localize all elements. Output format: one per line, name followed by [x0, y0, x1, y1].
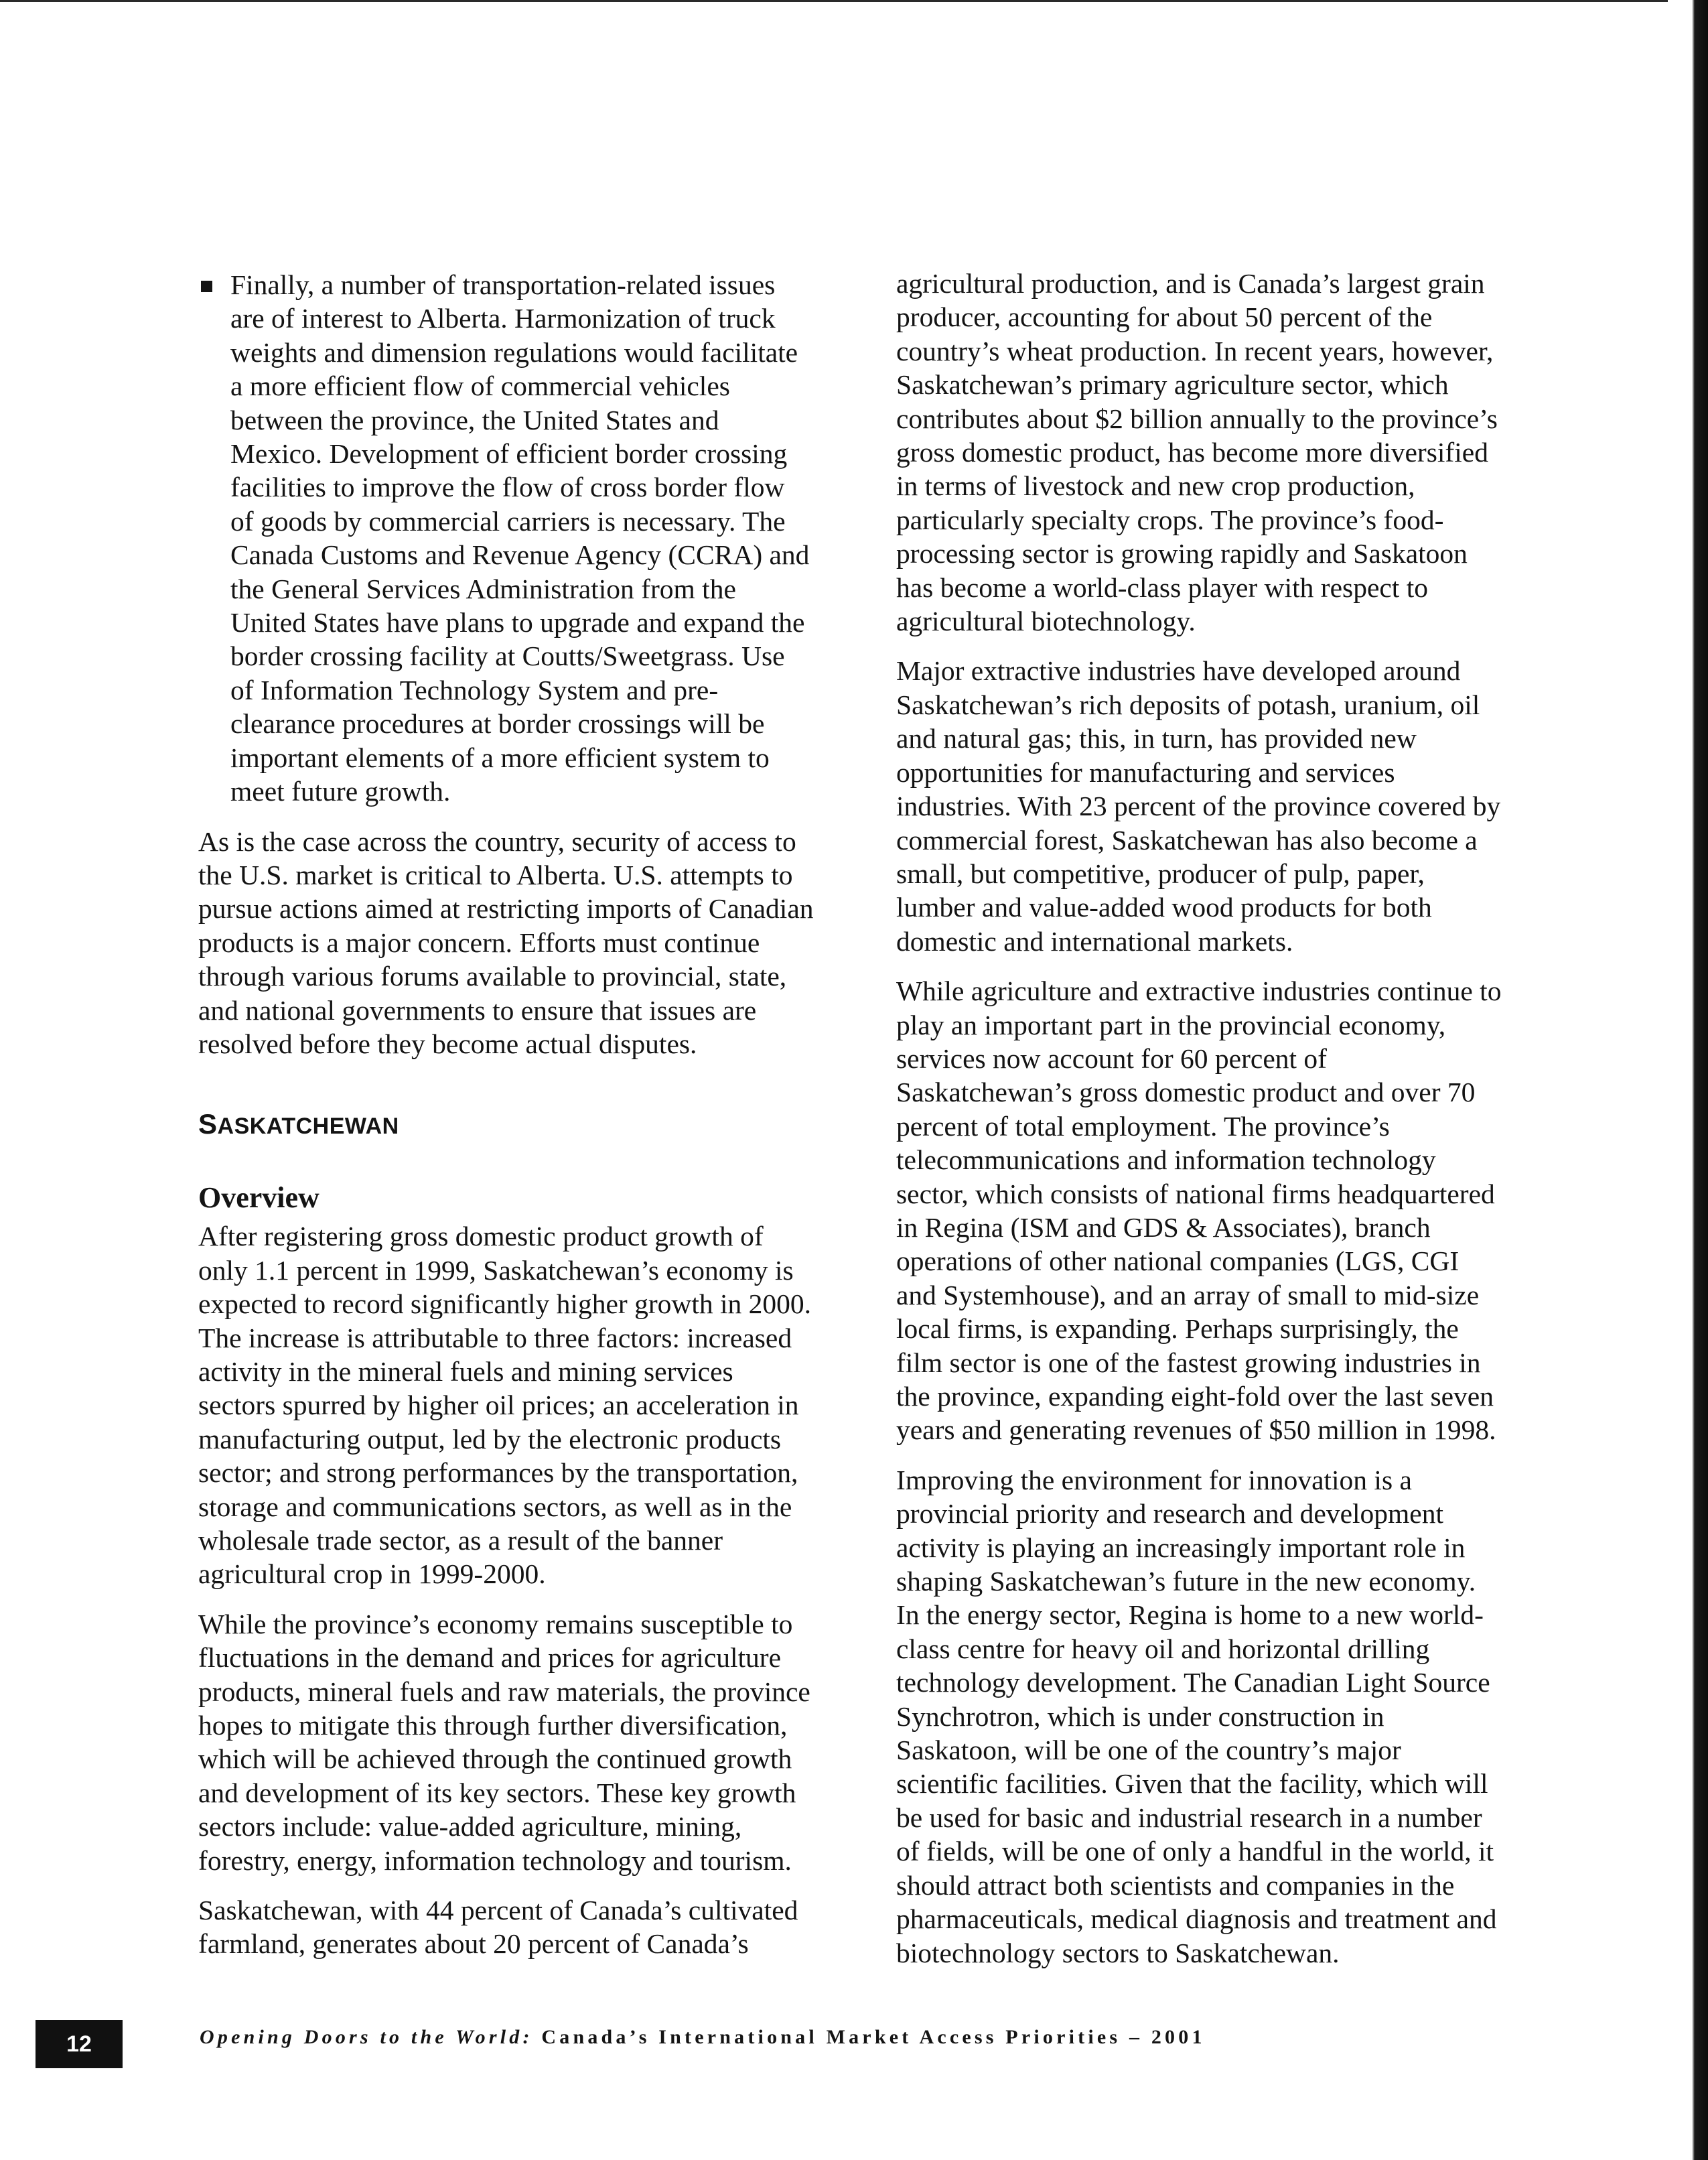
footer-title-rest: Canada’s International Market Access Priorities – 2001	[532, 2026, 1206, 2048]
subheading: Overview	[198, 1181, 319, 1215]
scan-right-edge	[1691, 0, 1708, 2160]
paragraph: agricultural production, and is Canada’s largest grain producer, accounting for about 50 percent of the country’s wheat production. In recent years, however, Saskatchewan’s primary agriculture sector, which contributes about $2 billion annually to the province’s gross domestic product, has become more diversified in terms of livestock and new crop production, particularly specialty crops. The province’s food-processing sector is growing rapidly and Saskatoon has become a world-class player with respect to agricultural biotechnology.	[896, 268, 1498, 637]
paragraph: Major extractive industries have developed around Saskatchewan’s rich deposits of potash, uranium, oil and natural gas; this, in turn, has provided new opportunities for manufacturing and services industries. With 23 percent of the province covered by commercial forest, Saskatchewan has also become a small, but competitive, producer of pulp, paper, lumber and value-added wood products for both domestic and international markets.	[896, 655, 1501, 957]
footer-title	[200, 2024, 1206, 2051]
bullet-text: Finally, a number of transportation-related issues are of interest to Alberta. Harmonization of truck weights and dimension regulations would facilitate a more efficient flow of commercial vehicles between the province, the United States and Mexico. Development of efficient border crossing facilities to improve the flow of cross border flow of goods by commercial carriers is necessary. The Canada Customs and Revenue Agency (CCRA) and the General Services Administration from the United States have plans to upgrade and expand the border crossing facility at Coutts/Sweetgrass. Use of Information Technology System and pre-clearance procedures at border crossings will be important elements of a more efficient system to meet future growth.	[230, 269, 810, 807]
section-heading	[198, 1107, 814, 1143]
section-heading-initial: S	[198, 1108, 218, 1140]
right-column	[896, 267, 1506, 1986]
page-number: 12	[35, 2020, 123, 2068]
paragraph: After registering gross domestic product growth of only 1.1 percent in 1999, Saskatchewan’s economy is expected to record significantly higher growth in 2000. The increase is attributable to three factors: increased activity in the mineral fuels and mining services sectors spurred by higher oil prices; an acceleration in manufacturing output, led by the electronic products sector; and strong performances by the transportation, storage and communications sectors, as well as in the wholesale trade sector, as a result of the banner agricultural crop in 1999-2000.	[198, 1221, 812, 1590]
square-bullet-icon	[201, 281, 212, 292]
left-column	[198, 268, 814, 1977]
scan-top-edge	[0, 0, 1668, 2]
paragraph: Saskatchewan, with 44 percent of Canada’s cultivated farmland, generates about 20 percent of Canada’s	[198, 1895, 798, 1960]
paragraph: As is the case across the country, security of access to the U.S. market is critical to Alberta. U.S. attempts to pursue actions aimed at restricting imports of Canadian products is a major concern. Efforts must continue through various forums available to provincial, state, and national governments to ensure that issues are resolved before they become actual disputes.	[198, 825, 814, 1059]
paragraph: While the province’s economy remains susceptible to fluctuations in the demand and prices for agriculture products, mineral fuels and raw materials, the province hopes to mitigate this through further diversification, which will be achieved through the continued growth and development of its key sectors. These key growth sectors include: value-added agriculture, mining, forestry, energy, information technology and tourism.	[198, 1608, 810, 1876]
section-heading-rest: ASKATCHEWAN	[217, 1113, 399, 1140]
paragraph: Improving the environment for innovation is a provincial priority and research and development activity is playing an increasingly important role in shaping Saskatchewan’s future in the new economy. In the energy sector, Regina is home to a new world-class centre for heavy oil and horizontal drilling technology development. The Canadian Light Source Synchrotron, which is under construction in Saskatoon, will be one of the country’s major scientific facilities. Given that the facility, which will be used for basic and industrial research in a number of fields, will be one of only a handful in the world, it should attract both scientists and companies in the pharmaceuticals, medical diagnosis and treatment and biotechnology sectors to Saskatchewan.	[896, 1464, 1497, 1968]
bullet-list-item	[198, 268, 814, 809]
footer-title-italic: Opening Doors to the World:	[200, 2026, 533, 2048]
paragraph: While agriculture and extractive industries continue to play an important part in the provincial economy, services now account for 60 percent of Saskatchewan’s gross domestic product and over 70 percent of total employment. The province’s telecommunications and information technology sector, which consists of national firms headquartered in Regina (ISM and GDS & Associates), branch operations of other national companies (LGS, CGI and Systemhouse), and an array of small to mid-size local firms, is expanding. Perhaps surprisingly, the film sector is one of the fastest growing industries in the province, expanding eight-fold over the last seven years and generating revenues of $50 million in 1998.	[896, 975, 1502, 1446]
